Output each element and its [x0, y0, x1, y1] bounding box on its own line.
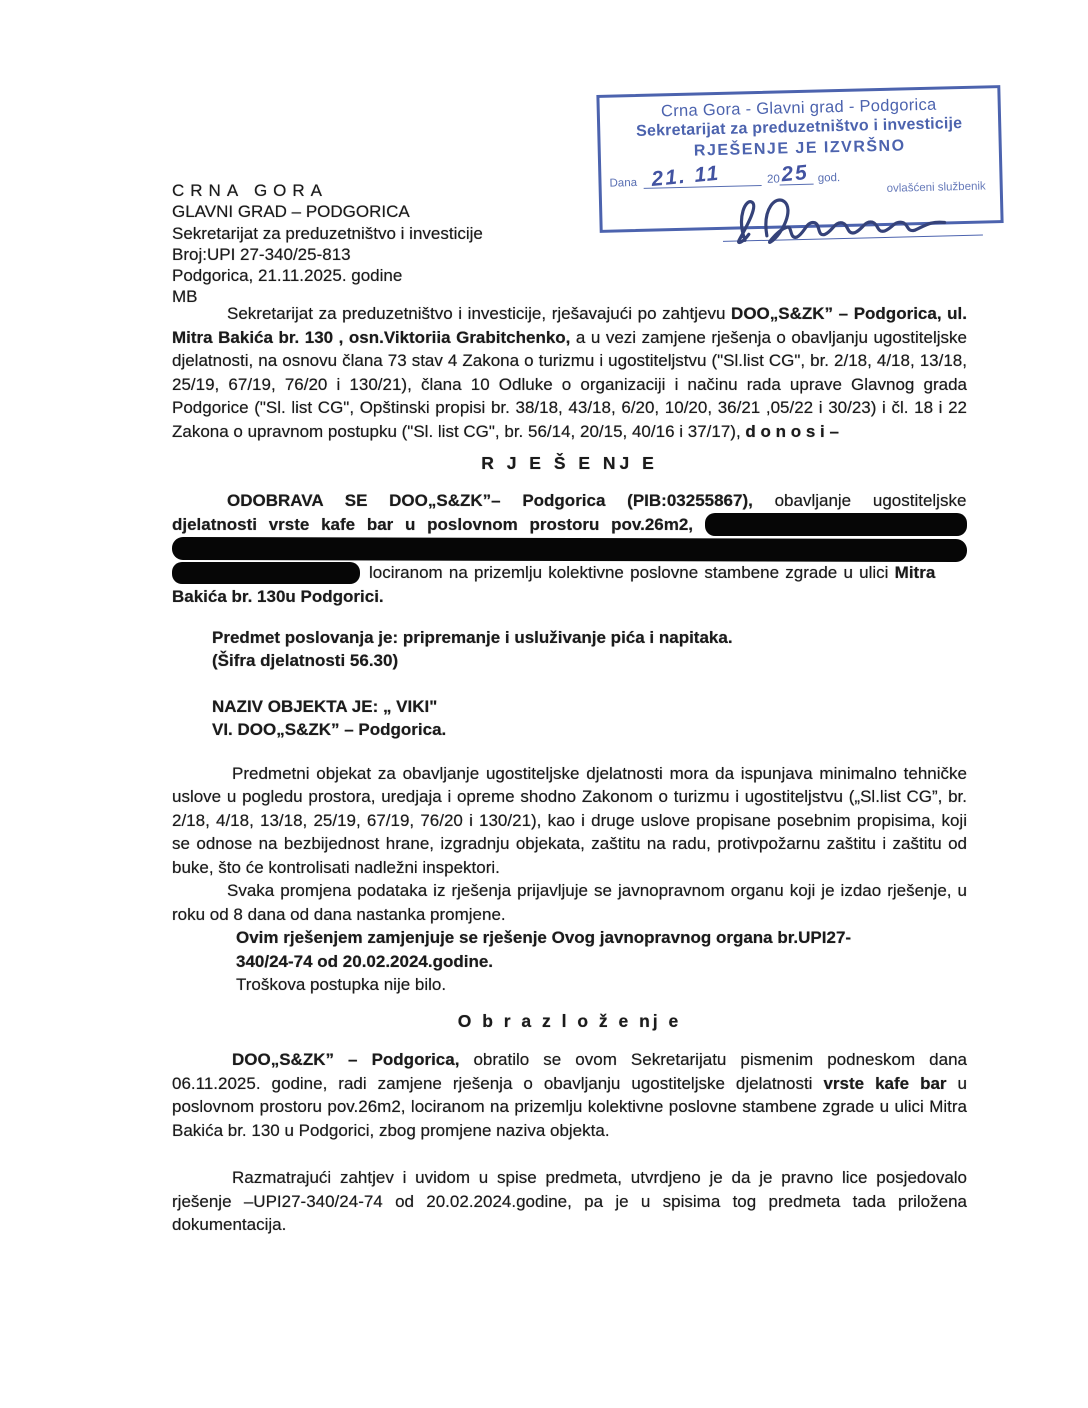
stamp-date-label: Dana [609, 176, 638, 190]
ruling-line-5: Bakića br. 130u Podgorici. [172, 586, 384, 606]
ruling-line-2 [172, 513, 967, 537]
change-notice-paragraph: Svaka promjena podataka iz rješenja prijavljuje se javnopravnom organu koji je izdao rješenje, u roku od 8 dana od dana nastanka promjene. [172, 881, 967, 924]
intro-text-1: Sekretarijat za preduzetništvo i investicije, rješavajući po zahtjevu [227, 304, 732, 323]
letterhead [172, 180, 483, 308]
object-name-block [212, 695, 967, 742]
redaction-bar [172, 536, 967, 561]
stamp-executed-label: RJEŠENJE JE IZVRŠNO [693, 137, 906, 160]
ruling-line-1 [172, 489, 967, 513]
explanation-paragraph-2: Razmatrajući zahtjev i uvidom u spise predmeta, utvrdjeno je da je pravno lice posjedovalo rješenje –UPI27-340/24-74 od 20.02.2024.godine, pa je u spisima tog predmeta tada priložena dokumentacija. [172, 1168, 967, 1234]
explanation-activity: vrste kafe bar [823, 1073, 947, 1093]
letterhead-country: CRNA GORA [172, 181, 329, 200]
ruling-approved-company: ODOBRAVA SE DOO„S&ZK”– Podgorica (PIB:03255867), [227, 490, 753, 510]
redaction-bar [172, 562, 360, 584]
explanation-text-1: obratilo se ovom Sekretarijatu pismenim podneskom dana 06.11.2025. godine, radi zamjene rješenja o obavljanju ugostiteljske djelatnosti [172, 1050, 967, 1093]
stamp-department-line: Sekretarijat za preduzetništvo i investicije [635, 115, 963, 140]
stamp-date-blank [643, 161, 761, 191]
letterhead-place-date: Podgorica, 21.11.2025. godine [172, 266, 403, 286]
signature-icon [722, 185, 981, 253]
ruling-line-4 [172, 561, 967, 585]
ruling-line4-street: Mitra [894, 562, 936, 582]
explanation-heading: O b r a z l o ž e nj e [457, 1010, 682, 1031]
intro-donosi: d o n o s i – [745, 421, 839, 441]
costs-line: Troškova postupka nije bilo. [236, 975, 447, 994]
owner-line: VI. DOO„S&ZK” – Podgorica. [212, 720, 447, 739]
document-body [172, 302, 967, 1237]
ruling-line-3 [172, 537, 967, 561]
intro-applicant: DOO„S&ZK” – Podgorica, ul. Mitra Bakića br. 130 , osn.Viktoriia Grabitchenko, [172, 304, 967, 347]
letterhead-initials: MB [172, 287, 198, 307]
handwritten-date: 21. 11 [649, 161, 721, 191]
intro-paragraph [172, 302, 967, 443]
stamp-year-blank [780, 160, 814, 187]
ruling-line4-rest: lociranom na prizemlju kolektivne poslovne stambene zgrade u ulici [369, 562, 895, 582]
letterhead-city: GLAVNI GRAD – PODGORICA [172, 202, 410, 222]
intro-text-2: a u vezi zamjene rješenja o obavljanju ugostiteljske djelatnosti, na osnovu člana 73 stav 4 Zakona o turizmu i ugostiteljstvu ("Sl.list CG", br. 2/18, 4/18, 13/18, 25/19, 67/19, 76/20 i 130/21), člana 10 Odluke o organizaciji i načinu rada uprave Glavnog grada Podgorice ("Sl. list CG", Opštinski propisi br. 38/18, 43/18, 6/20, 10/20, 36/21 ,05/22 i 30/23) i čl. 18 i 22 Zakona o upravnom postupku ("Sl. list CG", br. 56/14, 20/15, 40/16 i 37/17), [172, 327, 967, 441]
explanation-text-2: u poslovnom prostoru pov.26m2, lociranom na prizemlju kolektivne poslovne stambene zgrade u ulici Mitra Bakića br. 130 u Podgorici, zbog promjene naziva objekta. [172, 1073, 967, 1140]
letterhead-case-number: Broj:UPI 27-340/25-813 [172, 244, 351, 264]
ruling-operative-part [172, 489, 967, 609]
explanation-company: DOO„S&ZK” – Podgorica, [232, 1050, 460, 1069]
ruling-line1-rest: obavljanje ugostiteljske [752, 490, 967, 510]
activity-code-line: (Šifra djelatnosti 56.30) [212, 651, 399, 670]
ruling-heading: R J E Š E NJ E [481, 453, 658, 473]
replacement-line-1: Ovim rješenjem zamjenjuje se rješenje Ovog javnopravnog organa br.UPI27- [236, 928, 852, 947]
stamp-authority-line: Crna Gora - Glavni grad - Podgorica [660, 95, 937, 121]
replacement-paragraph [236, 926, 967, 973]
letterhead-department: Sekretarijat za preduzetništvo i investicije [172, 223, 483, 243]
ruling-activity-type: djelatnosti vrste kafe bar u poslovnom prostoru pov.26m2, [172, 514, 694, 534]
replacement-line-2: 340/24-74 od 20.02.2024.godine. [236, 951, 494, 971]
explanation-paragraph-1 [172, 1048, 967, 1142]
conditions-paragraph: Predmetni objekat za obavljanje ugostiteljske djelatnosti mora da ispunjava minimalno tehničke uslove u pogledu prostora, uredjaja i opreme shodno Zakonom o turizmu i ugostiteljstvu („Sl.list CG”, br. 2/18, 4/18, 13/18, 25/19, 67/19, 76/20 i 130/21), kao i druge uslove propisane posebnim propisima, koji se odnose na bezbijednost hrane, izgradnju objekata, zaštitu na radu, protivpožarnu zaštitu i zaštitu od buke, što će kontrolisati nadležni inspektori. [172, 763, 967, 877]
business-subject-line: Predmet poslovanja je: pripremanje i usluživanje pića i napitaka. [212, 627, 733, 647]
ruling-location-text [369, 561, 935, 585]
handwritten-year: 25 [780, 160, 810, 187]
business-subject-block [212, 626, 967, 673]
signature-area [722, 185, 983, 242]
execution-stamp [596, 85, 1003, 233]
stamp-year-suffix: god. [817, 172, 841, 185]
object-name-line: NAZIV OBJEKTA JE: „ VIKI" [212, 696, 438, 716]
redaction-bar [705, 513, 967, 536]
stamp-year-prefix: 20 [766, 173, 780, 186]
stamp-official-label: ovlašćeni službenik [886, 180, 986, 195]
